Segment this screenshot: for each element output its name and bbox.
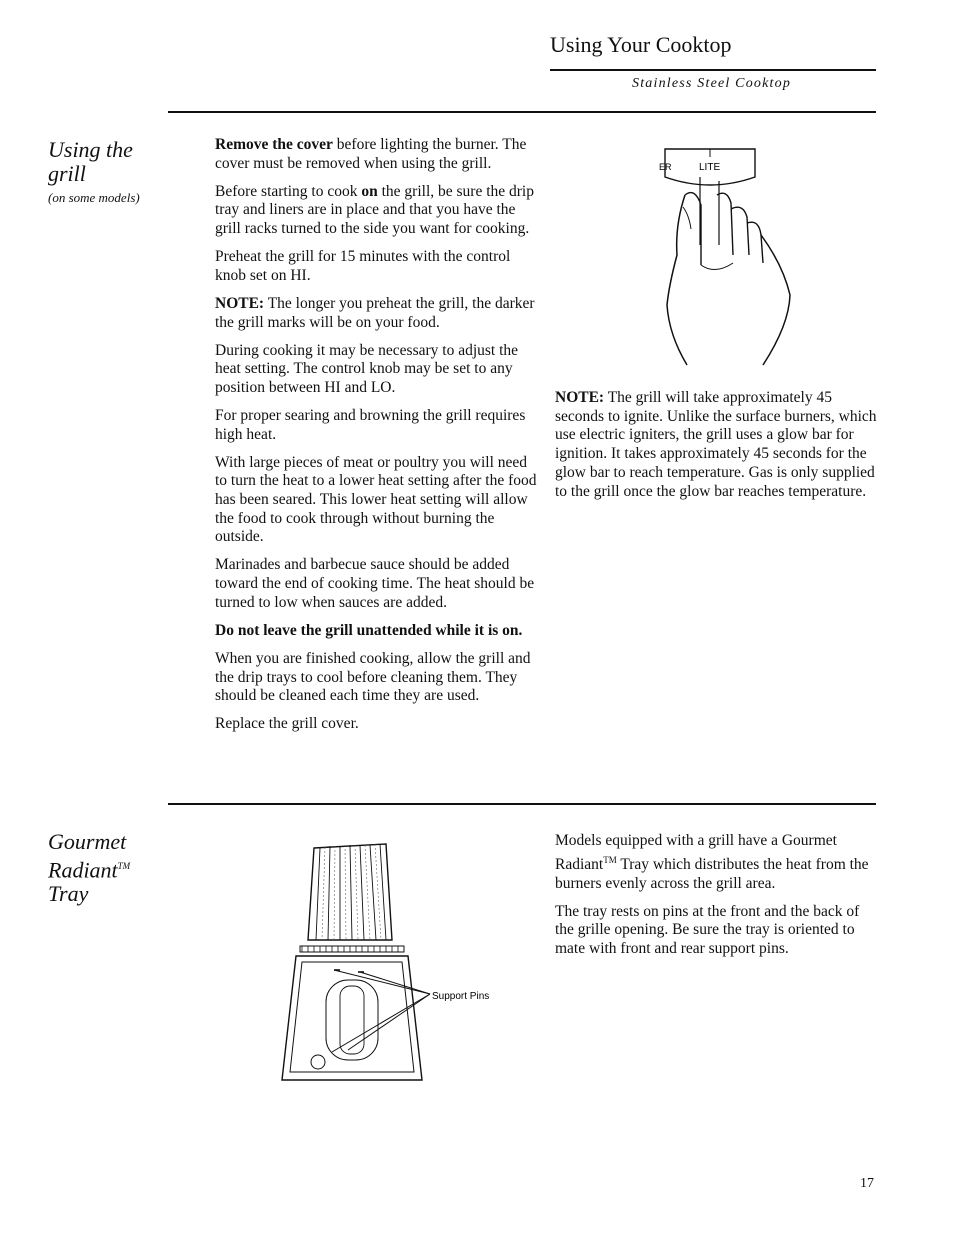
paragraph: With large pieces of meat or poultry you will need to turn the heat to a lower heat setting after the food has been seared. This lower heat setting will allow the food to cook through without burning the outside. xyxy=(215,453,537,546)
paragraph: Models equipped with a grill have a Gourmet Radiant™ Tray which distributes the heat from the burners evenly across the grill area. xyxy=(555,832,869,892)
section-divider-middle xyxy=(168,803,876,805)
section-title-line: Using the xyxy=(48,137,133,162)
radiant-tray-illustration xyxy=(278,840,500,1085)
section-title-tray xyxy=(48,830,130,906)
paragraph: The tray rests on pins at the front and the back of the grille opening. Be sure the tray is oriented to mate with front and rear support pins. xyxy=(555,902,860,957)
paragraph: Replace the grill cover. xyxy=(215,715,359,733)
page-header-title: Using Your Cooktop xyxy=(550,32,732,57)
glow-bar-note xyxy=(555,389,880,511)
paragraph: Do not leave the grill unattended while it is on. xyxy=(215,621,523,639)
hand-turning-knob-illustration xyxy=(655,145,795,370)
paragraph: NOTE: The longer you preheat the grill, the darker the grill marks will be on your food. xyxy=(215,294,535,331)
paragraph: Remove the cover before lighting the burner. The cover must be removed when using the grill. xyxy=(215,136,527,172)
paragraph: During cooking it may be necessary to adjust the heat setting. The control knob may be set to any position between HI and LO. xyxy=(215,341,519,396)
support-pins-callout: Support Pins xyxy=(432,991,490,1002)
paragraph: For proper searing and browning the grill requires high heat. xyxy=(215,406,526,443)
grill-instructions xyxy=(215,136,540,743)
section-title-line: Gourmet xyxy=(48,829,127,854)
page-header-subtitle: Stainless Steel Cooktop xyxy=(632,76,792,91)
knob-label-lite: LITE xyxy=(699,162,721,173)
paragraph: When you are finished cooking, allow the grill and the drip trays to cool before cleaning them. They should be cleaned each time they are used. xyxy=(215,649,531,705)
tray-description xyxy=(555,832,880,968)
paragraph: Before starting to cook on the grill, be sure the drip tray and liners are in place and that you have the grill racks turned to the side you want for cooking. xyxy=(215,182,534,238)
paragraph: Marinades and barbecue sauce should be added toward the end of cooking time. The heat should be turned to low when sauces are added. xyxy=(215,556,535,611)
section-title-grill xyxy=(48,138,133,186)
section-title-line: Radiant™ xyxy=(48,857,131,883)
paragraph: Preheat the grill for 15 minutes with the control knob set on HI. xyxy=(215,248,511,284)
section-title-line: grill xyxy=(48,161,86,186)
section-divider-top xyxy=(168,111,876,113)
section-title-line: Tray xyxy=(48,881,89,907)
knob-label-partial: ER xyxy=(659,162,672,172)
models-note: (on some models) xyxy=(48,190,140,205)
page-number: 17 xyxy=(860,1176,874,1191)
header-divider xyxy=(550,69,876,71)
note-paragraph: NOTE: The grill will take approximately 45 seconds to ignite. Unlike the surface burners, which use electric igniters, the grill uses a glow bar for ignition. It takes approximately 45 seconds for the glow bar to reach temperature. Gas is only supplied to the grill once the glow bar reaches temperature. xyxy=(555,389,877,500)
